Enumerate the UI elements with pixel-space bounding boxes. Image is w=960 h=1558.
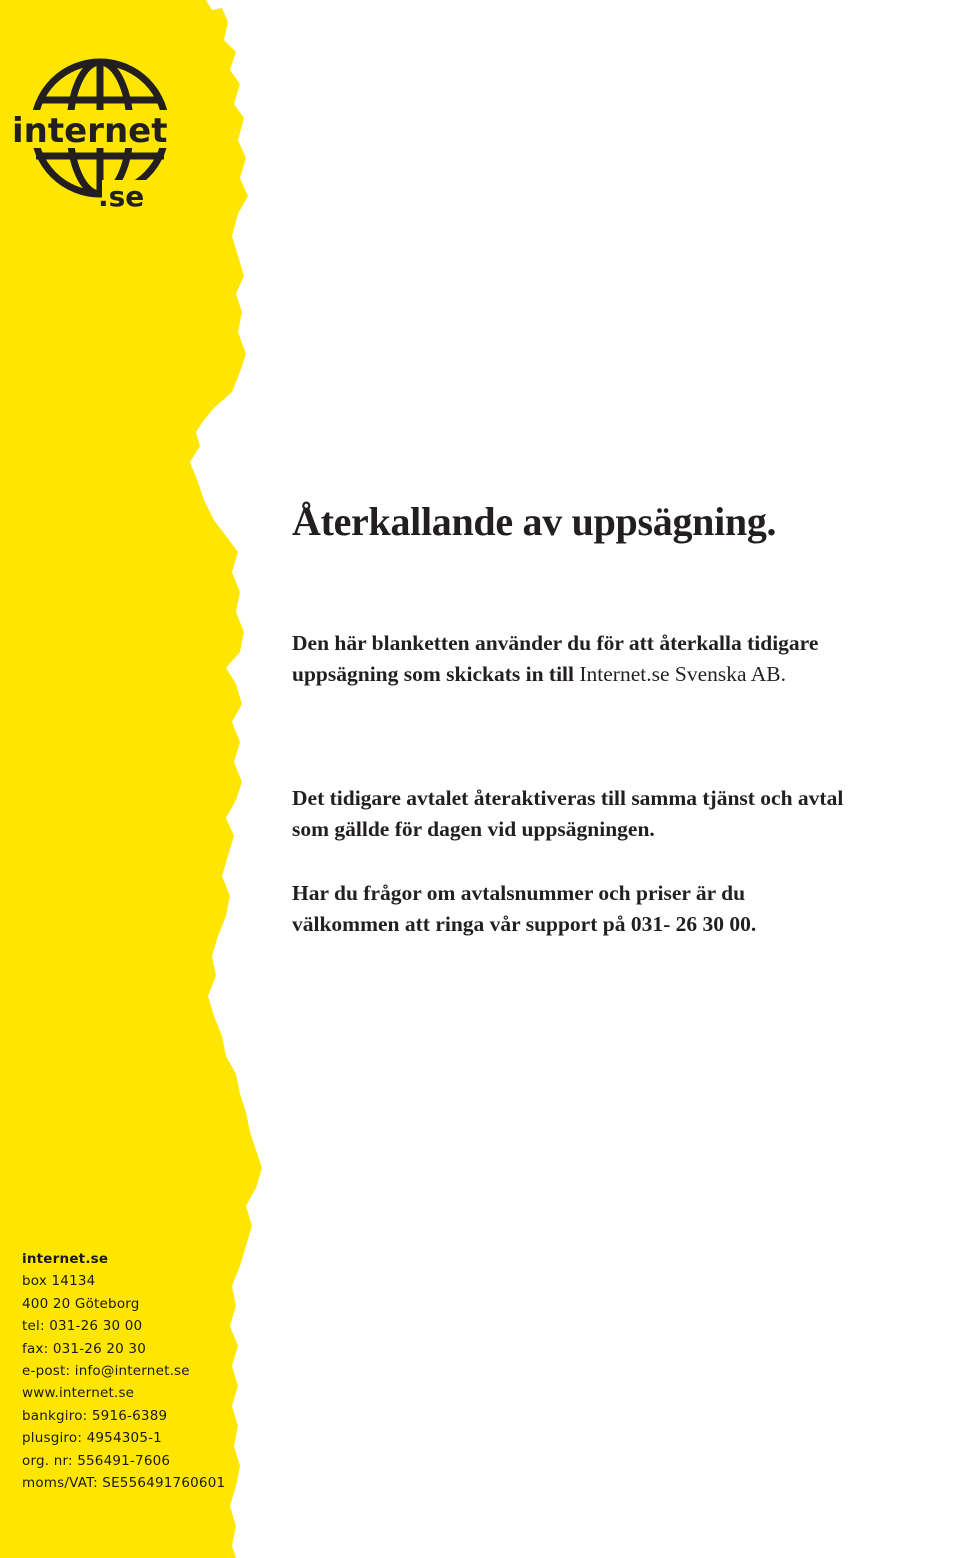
contact-vat: moms/VAT: SE556491760601: [22, 1475, 226, 1492]
contact-tel: tel: 031-26 30 00: [22, 1318, 143, 1335]
contact-org: org. nr: 556491-7606: [22, 1452, 171, 1469]
agreement-paragraph: [292, 783, 843, 845]
contact-box: box 14134: [22, 1273, 96, 1290]
internet-se-logo: [8, 48, 176, 216]
contact-web: www.internet.se: [22, 1385, 135, 1402]
logo-suffix: .se: [98, 180, 145, 213]
intro-line-2-company: Internet.se Svenska AB.: [579, 662, 786, 686]
contact-block: [22, 1248, 225, 1494]
contact-bankgiro: bankgiro: 5916-6389: [22, 1407, 168, 1424]
contact-email: e-post: info@internet.se: [22, 1363, 190, 1380]
contact-fax: fax: 031-26 20 30: [22, 1340, 147, 1357]
support-line-1: Har du frågor om avtalsnummer och priser är du: [292, 881, 746, 905]
contact-plusgiro: plusgiro: 4954305-1: [22, 1430, 162, 1447]
page-title: Återkallande av uppsägning.: [292, 499, 777, 544]
intro-line-2-bold: uppsägning som skickats in till: [292, 662, 580, 686]
support-line-2: välkommen att ringa vår support på 031- 26 30 00.: [292, 912, 757, 936]
logo-word: internet: [12, 111, 168, 151]
contact-postal: 400 20 Göteborg: [22, 1295, 140, 1312]
support-paragraph: [292, 878, 756, 940]
intro-line-1: Den här blanketten använder du för att återkalla tidigare: [292, 631, 819, 655]
agreement-line-1: Det tidigare avtalet återaktiveras till samma tjänst och avtal: [292, 786, 844, 810]
contact-company-name: internet.se: [22, 1251, 109, 1267]
intro-paragraph: [292, 628, 818, 690]
intro-line-2: [292, 659, 818, 690]
agreement-line-2: som gällde för dagen vid uppsägningen.: [292, 817, 655, 841]
